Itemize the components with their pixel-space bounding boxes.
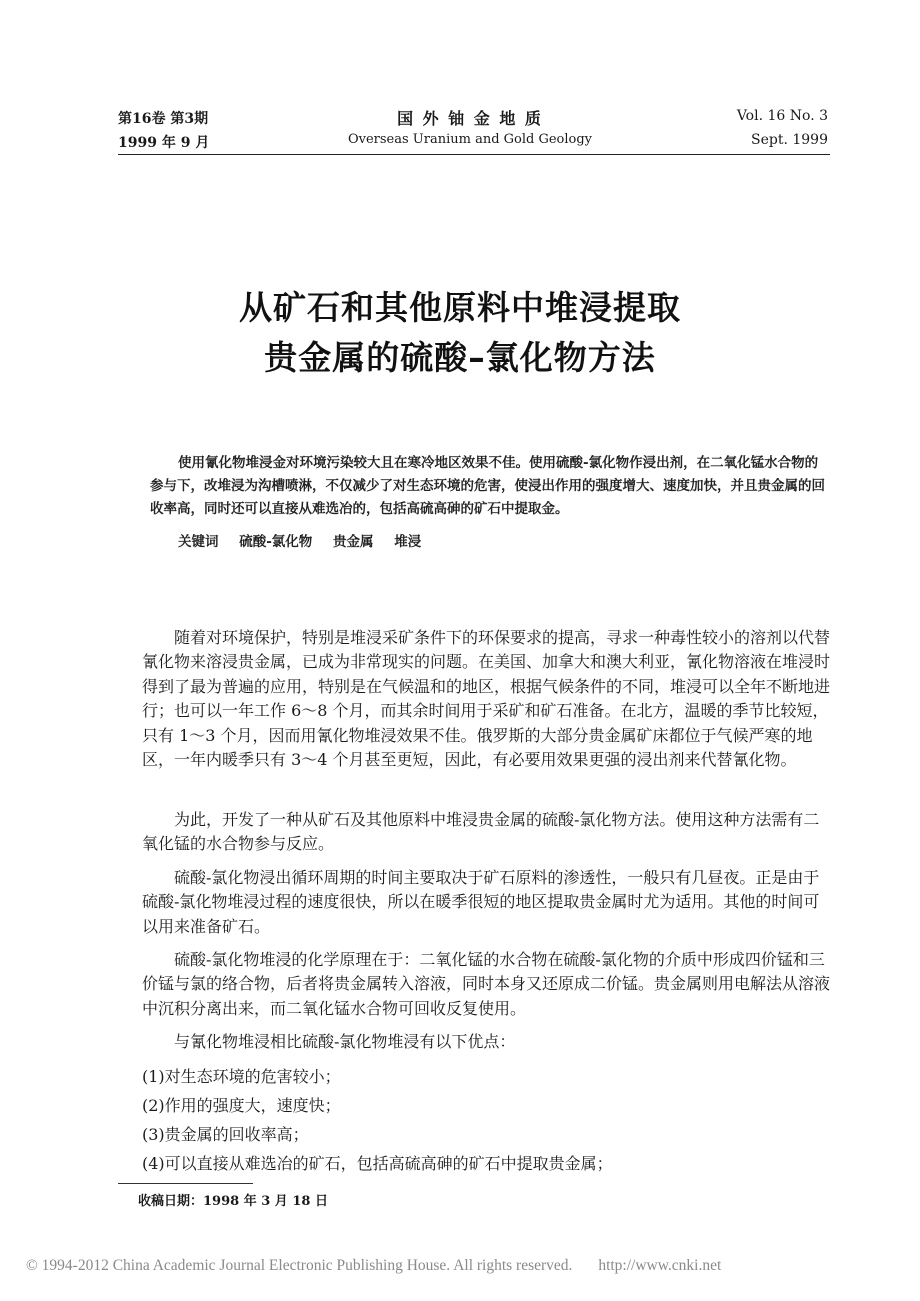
footnote-rule (118, 1183, 253, 1184)
body-paragraph: 为此，开发了一种从矿石及其他原料中堆浸贵金属的硫酸-氯化物方法。使用这种方法需有二氧化锰的水合物参与反应。 (142, 810, 820, 854)
keyword: 堆浸 (394, 534, 422, 550)
keywords (178, 530, 437, 550)
date-en: Sept. 1999 (751, 132, 828, 148)
abstract: 使用氰化物堆浸金对环境污染较大且在寒冷地区效果不佳。使用硫酸-氯化物作浸出剂，在二氧化锰水合物的参与下，改堆浸为沟槽喷淋，不仅减少了对生态环境的危害，使浸出作用的强度增大、速度加快，并且贵金属的回收率高，同时还可以直接从难选冶的，包括高硫高砷的矿石中提取金。 (150, 455, 825, 517)
list-item: (1)对生态环境的危害较小； (142, 1067, 341, 1086)
body-paragraph: 硫酸-氯化物堆浸的化学原理在于：二氧化锰的水合物在硫酸-氯化物的介质中形成四价锰和三价锰与氯的络合物，后者将贵金属转入溶液，同时本身又还原成二价锰。贵金属则用电解法从溶液中沉积分离出来，而二氧化锰水合物可回收反复使用。 (142, 950, 831, 1018)
list-item: (3)贵金属的回收率高； (142, 1125, 309, 1144)
keyword: 硫酸-氯化物 (239, 534, 313, 550)
date-cn: 1999 年 9 月 (118, 135, 210, 151)
volume-issue-cn: 第16卷 第3期 (118, 111, 209, 127)
journal-name-cn: 国 外 铀 金 地 质 (397, 109, 543, 128)
copyright-notice (26, 1257, 743, 1275)
body-paragraph: 随着对环境保护，特别是堆浸采矿条件下的环保要求的提高，寻求一种毒性较小的溶剂以代替氰化物来溶浸贵金属，已成为非常现实的问题。在美国、加拿大和澳大利亚，氰化物溶液在堆浸时得到了最为普遍的应用，特别是在气候温和的地区，根据气候条件的不同，堆浸可以全年不断地进行；也可以一年工作 6～8 个月，而其余时间用于采矿和矿石准备。在北方，温暖的季节比较短，只有 1～3 个月，因而用氰化物堆浸效果不佳。俄罗斯的大部分贵金属矿床都位于气候严寒的地区，一年内暖季只有 3～4 个月甚至更短，因此，有必要用效果更强的浸出剂来代替氰化物。 (142, 628, 831, 770)
keyword: 贵金属 (333, 534, 374, 550)
keywords-label: 关键词 (178, 534, 219, 550)
cnki-url: http://www.cnki.net (598, 1257, 722, 1274)
received-date: 收稿日期：1998 年 3 月 18 日 (138, 1194, 328, 1209)
list-item: (2)作用的强度大，速度快； (142, 1096, 341, 1115)
body-paragraph: 与氰化物堆浸相比硫酸-氯化物堆浸有以下优点： (174, 1032, 516, 1051)
article-title-line2: 贵金属的硫酸–氯化物方法 (264, 338, 656, 377)
volume-issue-en: Vol. 16 No. 3 (736, 108, 828, 124)
list-item: (4)可以直接从难选冶的矿石，包括高硫高砷的矿石中提取贵金属； (142, 1154, 613, 1173)
header-rule (118, 154, 830, 155)
article-title-line1: 从矿石和其他原料中堆浸提取 (239, 288, 681, 327)
copyright-text: © 1994-2012 China Academic Journal Electronic Publishing House. All rights reserved. (26, 1257, 573, 1274)
journal-name-en: Overseas Uranium and Gold Geology (347, 132, 593, 147)
body-paragraph: 硫酸-氯化物浸出循环周期的时间主要取决于矿石原料的渗透性，一般只有几昼夜。正是由于硫酸-氯化物堆浸过程的速度很快，所以在暖季很短的地区提取贵金属时尤为适用。其他的时间可以用来准备矿石。 (142, 868, 820, 936)
